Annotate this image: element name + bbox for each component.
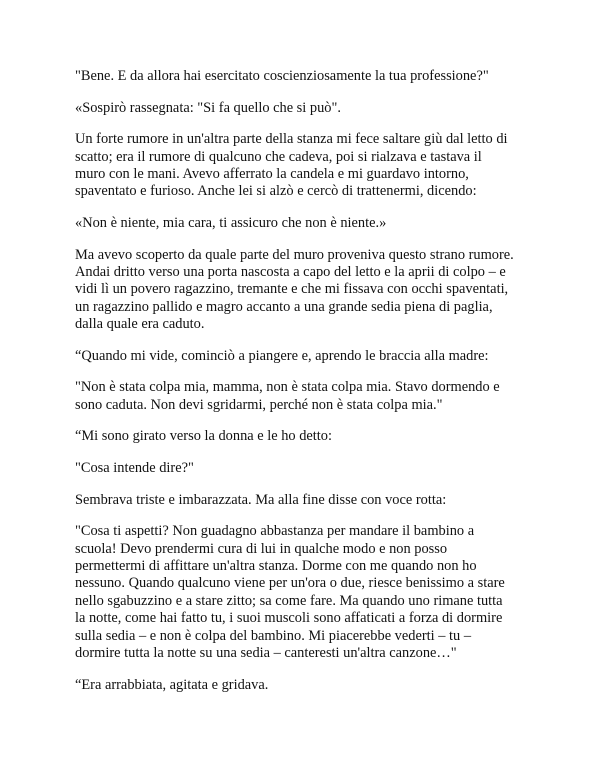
document-body: [75, 68, 535, 708]
paragraph: «Non è niente, mia cara, ti assicuro che non è niente.»: [75, 215, 387, 231]
paragraph: "Cosa ti aspetti? Non guadagno abbastanza per mandare il bambino a scuola! Devo prendermi cura di lui in qualche modo e non posso permettermi di affittare un'altra stanza. Dorme con me quando non ho nessuno. Quando qualcuno viene per un'ora o due, riesce benissimo a stare nello sgabuzzino e a stare zitto; sa come fare. Ma quando uno rimane tutta la notte, come hai fatto tu, i suoi muscoli sono affaticati a forza di dormire sulla sedia – e non è colpa del bambino. Mi piacerebbe vederti – tu – dormire tutta la notte su una sedia – canteresti un'altra canzone…": [75, 523, 505, 662]
paragraph: Ma avevo scoperto da quale parte del muro proveniva questo strano rumore. Andai dritto verso una porta nascosta a capo del letto e la aprii di colpo – e vidi lì un povero ragazzino, tremante e che mi fissava con occhi spaventati, un ragazzino pallido e magro accanto a una grande sedia piena di paglia, dalla quale era caduto.: [75, 246, 514, 333]
paragraph: "Cosa intende dire?": [75, 460, 194, 476]
paragraph: "Bene. E da allora hai esercitato coscienziosamente la tua professione?": [75, 68, 489, 84]
paragraph: Sembrava triste e imbarazzata. Ma alla fine disse con voce rotta:: [75, 491, 447, 508]
paragraph: “Era arrabbiata, agitata e gridava.: [75, 676, 269, 693]
paragraph: Un forte rumore in un'altra parte della stanza mi fece saltare giù dal letto di scatto; era il rumore di qualcuno che cadeva, poi si rialzava e tastava il muro con le mani. Avevo afferrato la candela e mi guardavo intorno, spaventato e furioso. Anche lei si alzò e cercò di trattenermi, dicendo:: [75, 131, 508, 200]
paragraph: “Quando mi vide, cominciò a piangere e, aprendo le braccia alla madre:: [75, 347, 489, 364]
paragraph: “Mi sono girato verso la donna e le ho detto:: [75, 428, 332, 445]
paragraph: «Sospirò rassegnata: "Si fa quello che si può".: [75, 99, 341, 116]
paragraph: "Non è stata colpa mia, mamma, non è stata colpa mia. Stavo dormendo e sono caduta. Non devi sgridarmi, perché non è stata colpa mia.": [75, 379, 500, 413]
